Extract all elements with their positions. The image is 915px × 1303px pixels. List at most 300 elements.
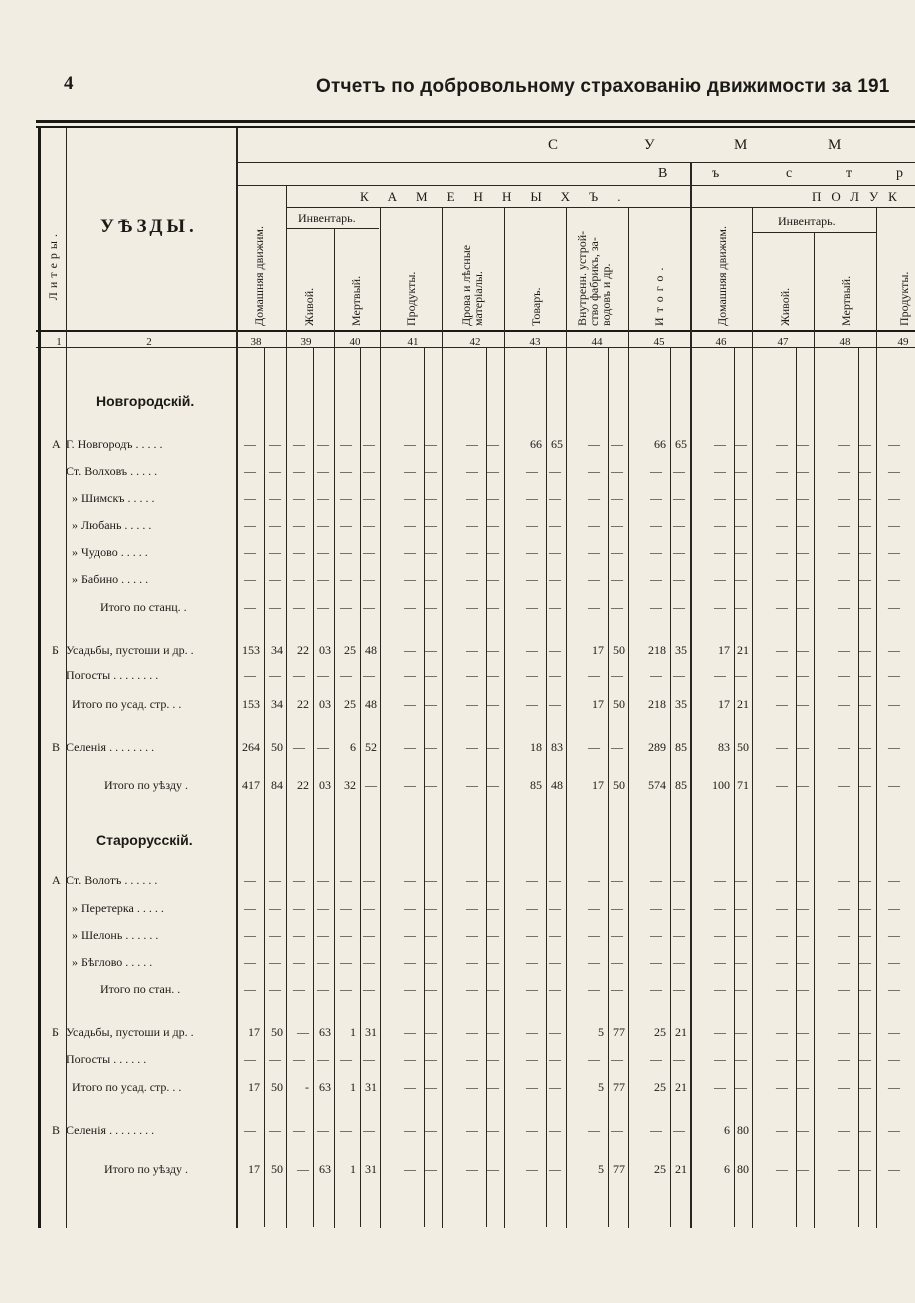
cell-kopecks: 50	[271, 1025, 283, 1039]
cell-rubles: 5	[598, 1025, 604, 1039]
vstrakh-letter: р	[896, 166, 903, 181]
cell-rubles: 218	[648, 697, 666, 711]
dash-cell: —	[269, 518, 281, 532]
dash-cell: —	[588, 982, 600, 996]
dash-cell: —	[888, 982, 900, 996]
dash-cell: —	[735, 437, 747, 451]
dash-cell: —	[838, 697, 850, 711]
dash-cell: —	[859, 1025, 871, 1039]
cell-rubles: 25	[344, 643, 356, 657]
row-label: » Бабино . . . . .	[72, 572, 149, 586]
dash-cell: —	[888, 1162, 900, 1176]
cell-kopecks: 83	[551, 740, 563, 754]
dash-cell: —	[838, 643, 850, 657]
cell-kopecks: 50	[613, 643, 625, 657]
dash-cell: —	[888, 1052, 900, 1066]
col-line	[566, 207, 567, 1228]
dash-cell: —	[317, 437, 329, 451]
dash-cell: —	[526, 928, 538, 942]
dash-cell: —	[293, 740, 305, 754]
dash-cell: —	[526, 901, 538, 915]
dash-cell: —	[549, 928, 561, 942]
dash-cell: —	[673, 1123, 685, 1137]
dash-cell: —	[293, 1123, 305, 1137]
hdr-line-inv1	[287, 228, 379, 229]
cell-rubles: 17	[718, 697, 730, 711]
dash-cell: —	[776, 928, 788, 942]
dash-cell: —	[797, 901, 809, 915]
dash-cell: —	[650, 572, 662, 586]
dash-cell: —	[549, 518, 561, 532]
dash-cell: —	[888, 955, 900, 969]
dash-cell: —	[714, 928, 726, 942]
vstrakh-letter: с	[786, 166, 793, 181]
dash-cell: —	[466, 643, 478, 657]
cell-kopecks: 34	[271, 697, 283, 711]
dash-cell: —	[650, 491, 662, 505]
dash-cell: —	[404, 491, 416, 505]
dash-cell: —	[650, 1123, 662, 1137]
section-title: Новгородскій.	[96, 393, 195, 409]
dash-cell: —	[673, 464, 685, 478]
col-title-vnutrenn: Внутренн. устрой-ство фабрикъ, за-водовъ и др.	[575, 230, 613, 326]
dash-cell: —	[714, 545, 726, 559]
cell-kopecks: 31	[365, 1025, 377, 1039]
header-bottom-rule	[36, 330, 915, 332]
dash-cell: —	[838, 437, 850, 451]
col-title-zhivoy-polu: Живой.	[778, 287, 792, 326]
dash-cell: —	[714, 873, 726, 887]
dash-cell: —	[487, 740, 499, 754]
dash-cell: —	[487, 778, 499, 792]
dash-cell: —	[317, 1123, 329, 1137]
col-number: 45	[653, 336, 665, 348]
dash-cell: —	[797, 1025, 809, 1039]
dash-cell: —	[838, 600, 850, 614]
dash-cell: —	[269, 928, 281, 942]
dash-cell: —	[797, 955, 809, 969]
vstrakh-letter: В	[658, 166, 668, 181]
dash-cell: —	[776, 955, 788, 969]
dash-cell: —	[797, 697, 809, 711]
dash-cell: —	[363, 545, 375, 559]
dash-cell: —	[797, 491, 809, 505]
dash-cell: —	[797, 668, 809, 682]
dash-cell: —	[776, 1162, 788, 1176]
dash-cell: —	[425, 437, 437, 451]
row-label: Итого по усад. стр. . .	[72, 1080, 182, 1094]
dash-cell: —	[776, 740, 788, 754]
dash-cell: —	[340, 491, 352, 505]
dash-cell: —	[714, 572, 726, 586]
dash-cell: —	[244, 600, 256, 614]
dash-cell: —	[526, 518, 538, 532]
col-line	[380, 207, 381, 1228]
dash-cell: —	[888, 545, 900, 559]
cell-rubles: 6	[350, 740, 356, 754]
dash-cell: —	[611, 545, 623, 559]
cell-kopecks: 52	[365, 740, 377, 754]
dash-cell: —	[549, 464, 561, 478]
dash-cell: —	[714, 901, 726, 915]
dash-cell: —	[526, 1162, 538, 1176]
dash-cell: —	[735, 928, 747, 942]
cell-rubles: 22	[297, 697, 309, 711]
dash-cell: —	[888, 778, 900, 792]
col-line	[334, 228, 335, 1228]
cell-rubles: 153	[242, 643, 260, 657]
dash-cell: —	[340, 901, 352, 915]
dash-cell: —	[487, 1162, 499, 1176]
col-title-mertvyy: Мертвый.	[349, 275, 363, 326]
dash-cell: —	[859, 518, 871, 532]
dash-cell: —	[363, 572, 375, 586]
col-line	[442, 207, 443, 1228]
dash-cell: —	[735, 600, 747, 614]
cell-rubles: 17	[592, 778, 604, 792]
col-number: 48	[839, 336, 851, 348]
dash-cell: —	[588, 518, 600, 532]
dash-cell: —	[588, 1123, 600, 1137]
uezdy-header: УѢЗДЫ.	[100, 216, 198, 237]
row-label: Г. Новгородъ . . . . .	[66, 437, 163, 451]
dash-cell: —	[549, 643, 561, 657]
dash-cell: —	[776, 778, 788, 792]
dash-cell: —	[487, 437, 499, 451]
dash-cell: —	[466, 778, 478, 792]
dash-cell: —	[650, 600, 662, 614]
cell-rubles: 32	[344, 778, 356, 792]
dash-cell: —	[487, 873, 499, 887]
dash-cell: —	[776, 572, 788, 586]
cell-kopecks: 21	[675, 1025, 687, 1039]
dash-cell: —	[549, 1080, 561, 1094]
dash-cell: —	[404, 955, 416, 969]
dash-cell: —	[526, 1080, 538, 1094]
dash-cell: —	[425, 1080, 437, 1094]
dash-cell: —	[487, 1052, 499, 1066]
dash-cell: —	[404, 572, 416, 586]
row-letter: А	[52, 437, 61, 451]
col-title-itogo: Итого.	[652, 262, 666, 326]
dash-cell: —	[888, 1123, 900, 1137]
dash-cell: —	[425, 873, 437, 887]
cell-rubles: -	[305, 1080, 309, 1094]
cell-rubles: 25	[344, 697, 356, 711]
dash-cell: —	[735, 901, 747, 915]
dash-cell: —	[549, 697, 561, 711]
dash-cell: —	[888, 668, 900, 682]
dash-cell: —	[466, 1025, 478, 1039]
row-label: Погосты . . . . . .	[66, 1052, 147, 1066]
dash-cell: —	[776, 1123, 788, 1137]
cell-rubles: 100	[712, 778, 730, 792]
dash-cell: —	[425, 1123, 437, 1137]
dash-cell: —	[838, 873, 850, 887]
dash-cell: —	[526, 982, 538, 996]
row-label: Итого по станц. .	[100, 600, 187, 614]
dash-cell: —	[487, 955, 499, 969]
cell-rubles: 574	[648, 778, 666, 792]
dash-cell: —	[317, 1052, 329, 1066]
dash-cell: —	[588, 600, 600, 614]
hdr-line-1	[237, 162, 915, 163]
dash-cell: —	[425, 572, 437, 586]
row-label: Итого по уѣзду .	[104, 778, 188, 792]
row-label: Итого по усад. стр. . .	[72, 697, 182, 711]
dash-cell: —	[776, 643, 788, 657]
dash-cell: —	[650, 545, 662, 559]
dash-cell: —	[859, 873, 871, 887]
dash-cell: —	[838, 1052, 850, 1066]
dash-cell: —	[466, 955, 478, 969]
col-number: 40	[349, 336, 361, 348]
dash-cell: —	[526, 1025, 538, 1039]
dash-cell: —	[838, 464, 850, 478]
dash-cell: —	[888, 873, 900, 887]
dash-cell: —	[611, 901, 623, 915]
dash-cell: —	[269, 982, 281, 996]
dash-cell: —	[888, 1080, 900, 1094]
dash-cell: —	[293, 873, 305, 887]
cell-rubles: 289	[648, 740, 666, 754]
col-title-tovar: Товаръ.	[529, 287, 543, 326]
col-title-domashnyaya: Домашняя движим.	[252, 226, 266, 326]
dash-cell: —	[487, 697, 499, 711]
dash-cell: —	[673, 600, 685, 614]
row-letter: А	[52, 873, 61, 887]
col-number: 46	[715, 336, 727, 348]
dash-cell: —	[859, 1052, 871, 1066]
cell-kopecks: 77	[613, 1080, 625, 1094]
dash-cell: —	[838, 928, 850, 942]
row-label: Усадьбы, пустоши и др. .	[66, 643, 194, 657]
dash-cell: —	[466, 1162, 478, 1176]
cell-rubles: 1	[350, 1162, 356, 1176]
dash-cell: —	[466, 873, 478, 887]
dash-cell: —	[404, 1025, 416, 1039]
col-title-zhivoy: Живой.	[302, 287, 316, 326]
dash-cell: —	[859, 778, 871, 792]
dash-cell: —	[404, 740, 416, 754]
page-number: 4	[64, 73, 74, 94]
header-top-rule	[36, 120, 915, 123]
kamennykh-header: КАМЕННЫХЪ.	[360, 189, 640, 204]
cell-rubles: 5	[598, 1162, 604, 1176]
cell-kopecks: 50	[271, 1080, 283, 1094]
cell-rubles: 1	[350, 1025, 356, 1039]
dash-cell: —	[425, 1162, 437, 1176]
cell-rubles: 264	[242, 740, 260, 754]
dash-cell: —	[425, 955, 437, 969]
dash-cell: —	[340, 437, 352, 451]
polu-header: ПОЛУК	[812, 189, 907, 204]
col-number: 41	[407, 336, 419, 348]
dash-cell: —	[735, 545, 747, 559]
dash-cell: —	[244, 572, 256, 586]
dash-cell: —	[269, 1052, 281, 1066]
row-label: » Шимскъ . . . . .	[72, 491, 155, 505]
dash-cell: —	[776, 873, 788, 887]
dash-cell: —	[888, 928, 900, 942]
dash-cell: —	[588, 491, 600, 505]
dash-cell: —	[776, 518, 788, 532]
dash-cell: —	[797, 928, 809, 942]
dash-cell: —	[244, 928, 256, 942]
dash-cell: —	[673, 928, 685, 942]
row-letter: В	[52, 740, 61, 754]
dash-cell: —	[293, 982, 305, 996]
dash-cell: —	[859, 1080, 871, 1094]
dash-cell: —	[859, 545, 871, 559]
dash-cell: —	[549, 1162, 561, 1176]
dash-cell: —	[859, 643, 871, 657]
dash-cell: —	[340, 873, 352, 887]
dash-cell: —	[776, 1080, 788, 1094]
dash-cell: —	[293, 572, 305, 586]
dash-cell: —	[797, 873, 809, 887]
col-title-produkty: Продукты.	[404, 271, 418, 326]
dash-cell: —	[487, 545, 499, 559]
dash-cell: —	[487, 518, 499, 532]
dash-cell: —	[269, 668, 281, 682]
dash-cell: —	[425, 1052, 437, 1066]
col-line	[876, 207, 877, 1228]
dash-cell: —	[404, 518, 416, 532]
cell-rubles: 22	[297, 778, 309, 792]
dash-cell: —	[797, 982, 809, 996]
cell-rubles: 17	[718, 643, 730, 657]
dash-cell: —	[797, 1123, 809, 1137]
cell-kopecks: 31	[365, 1162, 377, 1176]
dash-cell: —	[735, 491, 747, 505]
dash-cell: —	[838, 1162, 850, 1176]
dash-cell: —	[340, 545, 352, 559]
dash-cell: —	[317, 518, 329, 532]
dash-cell: —	[776, 545, 788, 559]
dash-cell: —	[714, 600, 726, 614]
row-label: Погосты . . . . . . . .	[66, 668, 159, 682]
dash-cell: —	[714, 1080, 726, 1094]
dash-cell: —	[466, 545, 478, 559]
dash-cell: —	[549, 600, 561, 614]
dash-cell: —	[549, 1123, 561, 1137]
dash-cell: —	[735, 1052, 747, 1066]
cell-kopecks: 63	[319, 1025, 331, 1039]
dash-cell: —	[466, 491, 478, 505]
dash-cell: —	[487, 464, 499, 478]
dash-cell: —	[859, 697, 871, 711]
dash-cell: —	[487, 491, 499, 505]
dash-cell: —	[797, 437, 809, 451]
dash-cell: —	[735, 955, 747, 969]
inventar-header-kam: Инвентарь.	[298, 211, 356, 225]
cell-kopecks: 50	[613, 778, 625, 792]
dash-cell: —	[735, 1025, 747, 1039]
cell-kopecks: 77	[613, 1162, 625, 1176]
dash-cell: —	[714, 955, 726, 969]
col-title-domashnyaya-polu: Домашняя движим.	[715, 226, 729, 326]
dash-cell: —	[425, 545, 437, 559]
dash-cell: —	[888, 437, 900, 451]
dash-cell: —	[650, 928, 662, 942]
cell-kopecks: 34	[271, 643, 283, 657]
dash-cell: —	[466, 437, 478, 451]
dash-cell: —	[466, 668, 478, 682]
cell-kopecks: 65	[551, 437, 563, 451]
cell-kopecks: 48	[365, 643, 377, 657]
dash-cell: —	[244, 1123, 256, 1137]
dash-cell: —	[340, 668, 352, 682]
dash-cell: —	[269, 464, 281, 478]
dash-cell: —	[859, 1123, 871, 1137]
dash-cell: —	[776, 697, 788, 711]
dash-cell: —	[838, 1025, 850, 1039]
dash-cell: —	[244, 491, 256, 505]
dash-cell: —	[340, 518, 352, 532]
dash-cell: —	[838, 778, 850, 792]
dash-cell: —	[404, 668, 416, 682]
dash-cell: —	[735, 464, 747, 478]
dash-cell: —	[526, 491, 538, 505]
col-title-mertvyy-polu: Мертвый.	[839, 275, 853, 326]
dash-cell: —	[404, 873, 416, 887]
dash-cell: —	[797, 464, 809, 478]
dash-cell: —	[611, 437, 623, 451]
dash-cell: —	[859, 901, 871, 915]
dash-cell: —	[797, 1080, 809, 1094]
dash-cell: —	[404, 643, 416, 657]
dash-cell: —	[487, 1080, 499, 1094]
cell-rubles: 66	[654, 437, 666, 451]
cell-rubles: 83	[718, 740, 730, 754]
dash-cell: —	[363, 464, 375, 478]
dash-cell: —	[244, 873, 256, 887]
cell-kopecks: 71	[737, 778, 749, 792]
dash-cell: —	[269, 1123, 281, 1137]
dash-cell: —	[859, 928, 871, 942]
dash-cell: —	[293, 668, 305, 682]
cell-kopecks: 85	[675, 778, 687, 792]
dash-cell: —	[293, 901, 305, 915]
dash-cell: —	[526, 464, 538, 478]
dash-cell: —	[363, 982, 375, 996]
dash-cell: —	[650, 901, 662, 915]
dash-cell: —	[611, 491, 623, 505]
dash-cell: —	[588, 928, 600, 942]
dash-cell: —	[363, 901, 375, 915]
dash-cell: —	[611, 464, 623, 478]
dash-cell: —	[526, 955, 538, 969]
dash-cell: —	[838, 1080, 850, 1094]
dash-cell: —	[859, 955, 871, 969]
dash-cell: —	[363, 668, 375, 682]
summ-letter: У	[644, 137, 655, 153]
dash-cell: —	[611, 740, 623, 754]
cell-kopecks: 50	[737, 740, 749, 754]
row-label: Селенія . . . . . . . .	[66, 1123, 155, 1137]
dash-cell: —	[888, 491, 900, 505]
dash-cell: —	[650, 873, 662, 887]
dash-cell: —	[244, 437, 256, 451]
dash-cell: —	[425, 901, 437, 915]
dash-cell: —	[611, 1123, 623, 1137]
dash-cell: —	[776, 491, 788, 505]
dash-cell: —	[611, 1052, 623, 1066]
row-label: » Перетерка . . . . .	[72, 901, 164, 915]
dash-cell: —	[526, 572, 538, 586]
cell-kopecks: 31	[365, 1080, 377, 1094]
